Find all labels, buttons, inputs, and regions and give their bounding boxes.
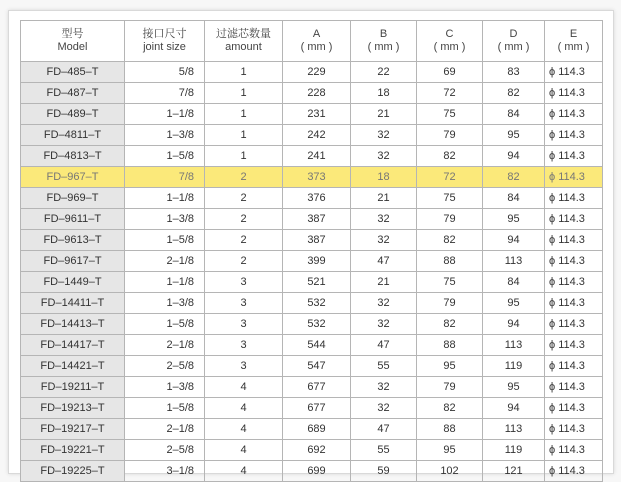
cell-e: ϕ 114.3 [545, 209, 603, 230]
cell-a: 376 [283, 188, 351, 209]
cell-model: FD–19213–T [21, 398, 125, 419]
cell-model: FD–4811–T [21, 125, 125, 146]
cell-joint-size: 1–1/8 [125, 188, 205, 209]
header-model [21, 21, 125, 62]
cell-d: 95 [483, 293, 545, 314]
cell-joint-size: 1–5/8 [125, 398, 205, 419]
cell-c: 75 [417, 104, 483, 125]
cell-joint-size: 1–3/8 [125, 209, 205, 230]
cell-joint-size: 2–5/8 [125, 440, 205, 461]
cell-a: 228 [283, 83, 351, 104]
cell-d: 83 [483, 62, 545, 83]
table-row [21, 251, 603, 272]
cell-a: 521 [283, 272, 351, 293]
cell-d: 121 [483, 461, 545, 482]
table-row [21, 440, 603, 461]
table-body [21, 62, 603, 482]
table-row [21, 62, 603, 83]
header-joint-size [125, 21, 205, 62]
cell-amount: 4 [205, 398, 283, 419]
cell-joint-size: 2–1/8 [125, 419, 205, 440]
cell-a: 229 [283, 62, 351, 83]
header-amount-zh: 过滤芯数量 [216, 28, 271, 40]
cell-joint-size: 2–5/8 [125, 356, 205, 377]
table-row [21, 293, 603, 314]
cell-amount: 1 [205, 125, 283, 146]
cell-amount: 3 [205, 293, 283, 314]
cell-e: ϕ 114.3 [545, 461, 603, 482]
cell-e: ϕ 114.3 [545, 230, 603, 251]
cell-e: ϕ 114.3 [545, 251, 603, 272]
cell-joint-size: 1–1/8 [125, 272, 205, 293]
table-row [21, 419, 603, 440]
cell-model: FD–967–T [21, 167, 125, 188]
cell-d: 95 [483, 209, 545, 230]
table-row [21, 335, 603, 356]
cell-joint-size: 1–5/8 [125, 146, 205, 167]
cell-e: ϕ 114.3 [545, 188, 603, 209]
cell-b: 47 [351, 419, 417, 440]
cell-amount: 1 [205, 83, 283, 104]
cell-joint-size: 1–5/8 [125, 314, 205, 335]
cell-amount: 2 [205, 251, 283, 272]
cell-e: ϕ 114.3 [545, 272, 603, 293]
cell-b: 32 [351, 146, 417, 167]
header-e [545, 21, 603, 62]
table-header-row [21, 21, 603, 62]
cell-c: 79 [417, 209, 483, 230]
header-d-unit: ( mm ) [497, 41, 530, 53]
table-row [21, 209, 603, 230]
cell-model: FD–489–T [21, 104, 125, 125]
header-d [483, 21, 545, 62]
cell-joint-size: 1–3/8 [125, 377, 205, 398]
table-row [21, 104, 603, 125]
cell-d: 82 [483, 167, 545, 188]
cell-e: ϕ 114.3 [545, 146, 603, 167]
cell-e: ϕ 114.3 [545, 377, 603, 398]
cell-joint-size: 2–1/8 [125, 335, 205, 356]
header-e-label: E [569, 28, 578, 40]
cell-e: ϕ 114.3 [545, 398, 603, 419]
cell-a: 692 [283, 440, 351, 461]
header-model-zh: 型号 [61, 28, 84, 40]
cell-e: ϕ 114.3 [545, 440, 603, 461]
cell-a: 387 [283, 230, 351, 251]
cell-a: 532 [283, 293, 351, 314]
cell-b: 55 [351, 440, 417, 461]
cell-joint-size: 5/8 [125, 62, 205, 83]
cell-joint-size: 3–1/8 [125, 461, 205, 482]
cell-c: 82 [417, 146, 483, 167]
cell-model: FD–4813–T [21, 146, 125, 167]
header-amount-en: amount [225, 41, 262, 53]
cell-c: 95 [417, 440, 483, 461]
cell-amount: 4 [205, 377, 283, 398]
cell-e: ϕ 114.3 [545, 419, 603, 440]
cell-c: 69 [417, 62, 483, 83]
header-joint-zh: 接口尺寸 [142, 28, 187, 40]
table-row [21, 83, 603, 104]
cell-d: 95 [483, 377, 545, 398]
header-model-en: Model [57, 41, 88, 53]
cell-model: FD–969–T [21, 188, 125, 209]
cell-amount: 4 [205, 419, 283, 440]
cell-e: ϕ 114.3 [545, 167, 603, 188]
cell-b: 59 [351, 461, 417, 482]
cell-b: 32 [351, 209, 417, 230]
cell-amount: 1 [205, 62, 283, 83]
table-row [21, 272, 603, 293]
cell-model: FD–9617–T [21, 251, 125, 272]
cell-b: 32 [351, 230, 417, 251]
cell-d: 119 [483, 440, 545, 461]
cell-e: ϕ 114.3 [545, 62, 603, 83]
header-c-unit: ( mm ) [433, 41, 466, 53]
table-row [21, 314, 603, 335]
table-row [21, 146, 603, 167]
cell-d: 113 [483, 251, 545, 272]
header-joint-en: joint size [143, 41, 186, 53]
table-row [21, 230, 603, 251]
cell-b: 18 [351, 83, 417, 104]
cell-c: 75 [417, 188, 483, 209]
cell-amount: 3 [205, 272, 283, 293]
cell-model: FD–19211–T [21, 377, 125, 398]
cell-c: 88 [417, 335, 483, 356]
cell-b: 32 [351, 314, 417, 335]
cell-c: 79 [417, 293, 483, 314]
cell-amount: 2 [205, 230, 283, 251]
cell-joint-size: 1–3/8 [125, 125, 205, 146]
cell-e: ϕ 114.3 [545, 83, 603, 104]
cell-a: 689 [283, 419, 351, 440]
cell-a: 387 [283, 209, 351, 230]
cell-joint-size: 1–1/8 [125, 104, 205, 125]
cell-model: FD–9611–T [21, 209, 125, 230]
cell-d: 84 [483, 272, 545, 293]
cell-a: 699 [283, 461, 351, 482]
header-e-unit: ( mm ) [557, 41, 590, 53]
cell-amount: 4 [205, 440, 283, 461]
cell-amount: 1 [205, 146, 283, 167]
header-amount [205, 21, 283, 62]
cell-joint-size: 1–5/8 [125, 230, 205, 251]
cell-c: 79 [417, 125, 483, 146]
cell-d: 94 [483, 314, 545, 335]
cell-c: 82 [417, 314, 483, 335]
cell-d: 94 [483, 146, 545, 167]
cell-a: 241 [283, 146, 351, 167]
cell-b: 55 [351, 356, 417, 377]
cell-a: 544 [283, 335, 351, 356]
header-a [283, 21, 351, 62]
cell-model: FD–14413–T [21, 314, 125, 335]
cell-c: 82 [417, 230, 483, 251]
cell-amount: 2 [205, 209, 283, 230]
table-row [21, 356, 603, 377]
cell-a: 242 [283, 125, 351, 146]
cell-c: 79 [417, 377, 483, 398]
cell-c: 72 [417, 167, 483, 188]
cell-c: 95 [417, 356, 483, 377]
table-row [21, 125, 603, 146]
filter-drier-spec-table [20, 20, 603, 482]
cell-e: ϕ 114.3 [545, 356, 603, 377]
cell-d: 119 [483, 356, 545, 377]
cell-c: 88 [417, 419, 483, 440]
header-b-label: B [379, 28, 388, 40]
cell-e: ϕ 114.3 [545, 125, 603, 146]
cell-a: 677 [283, 398, 351, 419]
cell-d: 82 [483, 83, 545, 104]
cell-d: 113 [483, 419, 545, 440]
cell-a: 677 [283, 377, 351, 398]
cell-e: ϕ 114.3 [545, 293, 603, 314]
cell-b: 21 [351, 104, 417, 125]
cell-c: 102 [417, 461, 483, 482]
cell-amount: 4 [205, 461, 283, 482]
cell-b: 18 [351, 167, 417, 188]
cell-a: 399 [283, 251, 351, 272]
header-d-label: D [509, 28, 518, 40]
cell-model: FD–14417–T [21, 335, 125, 356]
cell-b: 47 [351, 251, 417, 272]
cell-d: 84 [483, 104, 545, 125]
cell-amount: 1 [205, 104, 283, 125]
cell-c: 82 [417, 398, 483, 419]
header-c-label: C [445, 28, 454, 40]
cell-e: ϕ 114.3 [545, 314, 603, 335]
cell-model: FD–19225–T [21, 461, 125, 482]
cell-joint-size: 7/8 [125, 83, 205, 104]
cell-b: 21 [351, 272, 417, 293]
header-c [417, 21, 483, 62]
header-b-unit: ( mm ) [367, 41, 400, 53]
cell-c: 88 [417, 251, 483, 272]
spec-table-panel [8, 10, 614, 477]
cell-model: FD–485–T [21, 62, 125, 83]
table-row [21, 461, 603, 482]
cell-b: 32 [351, 377, 417, 398]
cell-b: 22 [351, 62, 417, 83]
header-a-label: A [312, 28, 321, 40]
cell-a: 231 [283, 104, 351, 125]
header-b [351, 21, 417, 62]
cell-model: FD–14421–T [21, 356, 125, 377]
cell-a: 373 [283, 167, 351, 188]
cell-amount: 2 [205, 167, 283, 188]
cell-model: FD–19217–T [21, 419, 125, 440]
table-row [21, 167, 603, 188]
cell-b: 32 [351, 125, 417, 146]
header-a-unit: ( mm ) [300, 41, 333, 53]
cell-c: 75 [417, 272, 483, 293]
table-row [21, 377, 603, 398]
cell-b: 21 [351, 188, 417, 209]
cell-joint-size: 7/8 [125, 167, 205, 188]
cell-amount: 2 [205, 188, 283, 209]
cell-joint-size: 2–1/8 [125, 251, 205, 272]
cell-model: FD–19221–T [21, 440, 125, 461]
cell-amount: 3 [205, 335, 283, 356]
cell-model: FD–9613–T [21, 230, 125, 251]
cell-a: 547 [283, 356, 351, 377]
cell-e: ϕ 114.3 [545, 104, 603, 125]
cell-amount: 3 [205, 356, 283, 377]
cell-model: FD–14411–T [21, 293, 125, 314]
cell-d: 113 [483, 335, 545, 356]
cell-d: 94 [483, 230, 545, 251]
cell-d: 95 [483, 125, 545, 146]
cell-c: 72 [417, 83, 483, 104]
cell-d: 94 [483, 398, 545, 419]
cell-amount: 3 [205, 314, 283, 335]
cell-d: 84 [483, 188, 545, 209]
cell-e: ϕ 114.3 [545, 335, 603, 356]
table-row [21, 188, 603, 209]
table-row [21, 398, 603, 419]
cell-a: 532 [283, 314, 351, 335]
cell-b: 32 [351, 398, 417, 419]
cell-joint-size: 1–3/8 [125, 293, 205, 314]
cell-model: FD–487–T [21, 83, 125, 104]
cell-b: 47 [351, 335, 417, 356]
cell-model: FD–1449–T [21, 272, 125, 293]
cell-b: 32 [351, 293, 417, 314]
